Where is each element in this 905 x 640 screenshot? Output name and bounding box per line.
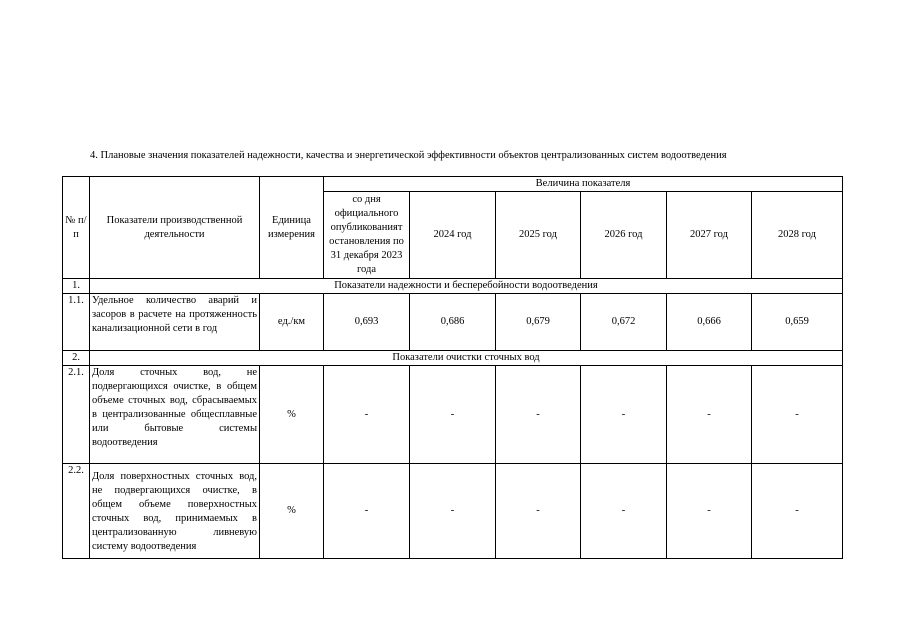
table-row [63,464,843,559]
row-num: 2.2. [63,464,90,559]
table-caption: 4. Плановые значения показателей надежности, качества и энергетической эффективности объектов централизованных систем водоотведения [90,150,727,161]
header-indicator: Показатели производственной деятельности [90,177,260,279]
row-num: 2.1. [63,366,90,464]
section-title: Показатели очистки сточных вод [90,351,843,366]
table-row [63,294,843,351]
row-value: - [410,366,496,464]
row-value: 0,672 [581,294,667,351]
row-value: - [581,464,667,559]
section-title: Показатели надежности и бесперебойности водоотведения [90,279,843,294]
header-period: 2027 год [667,192,752,279]
row-unit: ед./км [260,294,324,351]
row-value: - [496,464,581,559]
section-row [63,351,843,366]
row-value: - [324,366,410,464]
header-num: № п/п [63,177,90,279]
row-unit: % [260,464,324,559]
row-value: - [667,366,752,464]
row-indicator: Удельное количество аварий и засоров в расчете на протяженность канализационной сети в год [90,294,260,351]
row-value: 0,679 [496,294,581,351]
header-period: 2028 год [752,192,843,279]
header-unit: Единица измерения [260,177,324,279]
row-value: - [324,464,410,559]
row-value: - [410,464,496,559]
row-unit: % [260,366,324,464]
header-period: со дня официального опубликованият остановления по 31 декабря 2023 года [324,192,410,279]
row-value: - [752,366,843,464]
row-value: 0,659 [752,294,843,351]
header-period: 2024 год [410,192,496,279]
header-period: 2026 год [581,192,667,279]
section-num: 1. [63,279,90,294]
section-row [63,279,843,294]
indicators-table [62,176,843,559]
row-num: 1.1. [63,294,90,351]
row-value: 0,693 [324,294,410,351]
row-indicator: Доля сточных вод, не подвергающихся очистке, в общем объеме сточных вод, сбрасываемых в централизованные общесплавные или бытовые системы водоотведения [90,366,260,464]
row-value: - [667,464,752,559]
table-row [63,366,843,464]
header-period: 2025 год [496,192,581,279]
section-num: 2. [63,351,90,366]
row-value: - [581,366,667,464]
row-value: - [496,366,581,464]
header-value-group: Величина показателя [324,177,843,192]
row-value: - [752,464,843,559]
row-indicator: Доля поверхностных сточных вод, не подвергающихся очистке, в общем объеме поверхностных сточных вод, принимаемых в централизованную ливневую систему водоотведения [90,464,260,559]
row-value: 0,666 [667,294,752,351]
row-value: 0,686 [410,294,496,351]
